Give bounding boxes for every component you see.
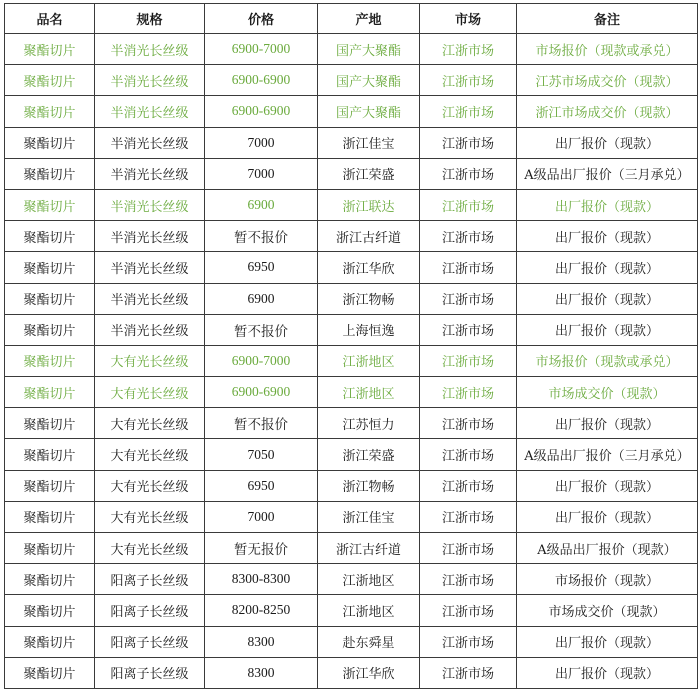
cell-name: 聚酯切片 [5, 34, 95, 65]
price-table [4, 3, 698, 689]
cell-market: 江浙市场 [420, 189, 517, 220]
cell-spec: 大有光长丝级 [95, 377, 205, 408]
cell-note: A级品出厂报价（三月承兑） [517, 158, 698, 189]
cell-origin: 国产大聚酯 [318, 96, 420, 127]
table-row [5, 314, 698, 345]
cell-note: 市场报价（现款） [517, 564, 698, 595]
cell-note: 浙江市场成交价（现款） [517, 96, 698, 127]
header-origin: 产地 [318, 4, 420, 34]
cell-note: 出厂报价（现款） [517, 127, 698, 158]
cell-market: 江浙市场 [420, 252, 517, 283]
cell-note: 市场报价（现款或承兑） [517, 34, 698, 65]
table-row [5, 158, 698, 189]
cell-spec: 半消光长丝级 [95, 96, 205, 127]
table-row [5, 501, 698, 532]
cell-note: 江苏市场成交价（现款） [517, 65, 698, 96]
cell-price: 7000 [205, 127, 318, 158]
cell-price: 暂不报价 [205, 314, 318, 345]
table-row [5, 189, 698, 220]
table-row [5, 34, 698, 65]
table-row [5, 283, 698, 314]
cell-name: 聚酯切片 [5, 657, 95, 688]
cell-spec: 大有光长丝级 [95, 345, 205, 376]
cell-market: 江浙市场 [420, 408, 517, 439]
table-row [5, 657, 698, 688]
cell-note: 市场成交价（现款） [517, 595, 698, 626]
cell-price: 8200-8250 [205, 595, 318, 626]
cell-market: 江浙市场 [420, 158, 517, 189]
cell-price: 暂不报价 [205, 221, 318, 252]
table-row [5, 439, 698, 470]
cell-origin: 江苏恒力 [318, 408, 420, 439]
table-row [5, 626, 698, 657]
cell-market: 江浙市场 [420, 283, 517, 314]
cell-note: 出厂报价（现款） [517, 501, 698, 532]
cell-note: 市场报价（现款或承兑） [517, 345, 698, 376]
cell-note: 出厂报价（现款） [517, 470, 698, 501]
cell-price: 6900 [205, 283, 318, 314]
cell-spec: 半消光长丝级 [95, 158, 205, 189]
cell-origin: 浙江荣盛 [318, 439, 420, 470]
cell-market: 江浙市场 [420, 127, 517, 158]
cell-price: 6900-6900 [205, 65, 318, 96]
cell-note: A级品出厂报价（三月承兑） [517, 439, 698, 470]
cell-origin: 浙江物畅 [318, 283, 420, 314]
table-row [5, 564, 698, 595]
cell-origin: 浙江华欣 [318, 657, 420, 688]
cell-note: 出厂报价（现款） [517, 657, 698, 688]
cell-name: 聚酯切片 [5, 470, 95, 501]
cell-price: 7000 [205, 501, 318, 532]
cell-spec: 大有光长丝级 [95, 408, 205, 439]
table-row [5, 221, 698, 252]
cell-market: 江浙市场 [420, 595, 517, 626]
cell-spec: 阳离子长丝级 [95, 626, 205, 657]
cell-market: 江浙市场 [420, 96, 517, 127]
cell-price: 6900-6900 [205, 377, 318, 408]
cell-origin: 浙江荣盛 [318, 158, 420, 189]
cell-origin: 浙江佳宝 [318, 127, 420, 158]
cell-origin: 国产大聚酯 [318, 34, 420, 65]
cell-market: 江浙市场 [420, 377, 517, 408]
cell-spec: 半消光长丝级 [95, 221, 205, 252]
cell-spec: 大有光长丝级 [95, 439, 205, 470]
cell-spec: 半消光长丝级 [95, 314, 205, 345]
table-row [5, 345, 698, 376]
table-row [5, 377, 698, 408]
cell-market: 江浙市场 [420, 34, 517, 65]
cell-spec: 阳离子长丝级 [95, 657, 205, 688]
cell-origin: 赴东舜星 [318, 626, 420, 657]
table-row [5, 96, 698, 127]
cell-price: 暂无报价 [205, 533, 318, 564]
cell-price: 8300-8300 [205, 564, 318, 595]
cell-name: 聚酯切片 [5, 408, 95, 439]
cell-spec: 大有光长丝级 [95, 501, 205, 532]
cell-spec: 半消光长丝级 [95, 65, 205, 96]
cell-note: 市场成交价（现款） [517, 377, 698, 408]
cell-origin: 国产大聚酯 [318, 65, 420, 96]
cell-name: 聚酯切片 [5, 252, 95, 283]
header-row [5, 4, 698, 34]
cell-note: 出厂报价（现款） [517, 626, 698, 657]
cell-name: 聚酯切片 [5, 189, 95, 220]
cell-name: 聚酯切片 [5, 96, 95, 127]
cell-name: 聚酯切片 [5, 377, 95, 408]
cell-market: 江浙市场 [420, 314, 517, 345]
cell-market: 江浙市场 [420, 657, 517, 688]
cell-note: 出厂报价（现款） [517, 252, 698, 283]
cell-price: 6900-6900 [205, 96, 318, 127]
cell-name: 聚酯切片 [5, 65, 95, 96]
cell-name: 聚酯切片 [5, 314, 95, 345]
cell-origin: 江浙地区 [318, 564, 420, 595]
cell-price: 6900-7000 [205, 345, 318, 376]
header-note: 备注 [517, 4, 698, 34]
cell-origin: 上海恒逸 [318, 314, 420, 345]
cell-spec: 半消光长丝级 [95, 189, 205, 220]
cell-price: 8300 [205, 626, 318, 657]
cell-spec: 半消光长丝级 [95, 127, 205, 158]
cell-market: 江浙市场 [420, 501, 517, 532]
table-row [5, 65, 698, 96]
cell-market: 江浙市场 [420, 439, 517, 470]
cell-name: 聚酯切片 [5, 626, 95, 657]
cell-origin: 浙江华欣 [318, 252, 420, 283]
cell-spec: 半消光长丝级 [95, 34, 205, 65]
cell-market: 江浙市场 [420, 345, 517, 376]
cell-origin: 江浙地区 [318, 377, 420, 408]
cell-spec: 大有光长丝级 [95, 470, 205, 501]
header-market: 市场 [420, 4, 517, 34]
table-body [5, 34, 698, 689]
cell-note: 出厂报价（现款） [517, 408, 698, 439]
cell-origin: 江浙地区 [318, 345, 420, 376]
cell-name: 聚酯切片 [5, 439, 95, 470]
cell-market: 江浙市场 [420, 533, 517, 564]
cell-note: 出厂报价（现款） [517, 189, 698, 220]
cell-name: 聚酯切片 [5, 533, 95, 564]
cell-spec: 阳离子长丝级 [95, 595, 205, 626]
cell-spec: 半消光长丝级 [95, 252, 205, 283]
cell-name: 聚酯切片 [5, 595, 95, 626]
table-row [5, 470, 698, 501]
table-row [5, 595, 698, 626]
cell-spec: 半消光长丝级 [95, 283, 205, 314]
cell-name: 聚酯切片 [5, 127, 95, 158]
cell-price: 6900 [205, 189, 318, 220]
cell-market: 江浙市场 [420, 221, 517, 252]
cell-spec: 阳离子长丝级 [95, 564, 205, 595]
cell-origin: 浙江联达 [318, 189, 420, 220]
cell-name: 聚酯切片 [5, 345, 95, 376]
cell-name: 聚酯切片 [5, 501, 95, 532]
cell-price: 暂不报价 [205, 408, 318, 439]
table-row [5, 408, 698, 439]
header-price: 价格 [205, 4, 318, 34]
table-row [5, 533, 698, 564]
cell-name: 聚酯切片 [5, 564, 95, 595]
cell-market: 江浙市场 [420, 626, 517, 657]
cell-origin: 浙江佳宝 [318, 501, 420, 532]
cell-name: 聚酯切片 [5, 283, 95, 314]
cell-market: 江浙市场 [420, 470, 517, 501]
cell-price: 8300 [205, 657, 318, 688]
cell-note: 出厂报价（现款） [517, 314, 698, 345]
cell-price: 6950 [205, 252, 318, 283]
cell-price: 6950 [205, 470, 318, 501]
cell-origin: 浙江物畅 [318, 470, 420, 501]
header-spec: 规格 [95, 4, 205, 34]
header-name: 品名 [5, 4, 95, 34]
table-row [5, 252, 698, 283]
cell-market: 江浙市场 [420, 65, 517, 96]
cell-note: 出厂报价（现款） [517, 283, 698, 314]
cell-price: 6900-7000 [205, 34, 318, 65]
cell-price: 7000 [205, 158, 318, 189]
cell-origin: 浙江古纤道 [318, 221, 420, 252]
cell-price: 7050 [205, 439, 318, 470]
cell-note: 出厂报价（现款） [517, 221, 698, 252]
table-row [5, 127, 698, 158]
cell-origin: 江浙地区 [318, 595, 420, 626]
cell-name: 聚酯切片 [5, 158, 95, 189]
cell-note: A级品出厂报价（现款） [517, 533, 698, 564]
cell-market: 江浙市场 [420, 564, 517, 595]
cell-origin: 浙江古纤道 [318, 533, 420, 564]
cell-spec: 大有光长丝级 [95, 533, 205, 564]
cell-name: 聚酯切片 [5, 221, 95, 252]
